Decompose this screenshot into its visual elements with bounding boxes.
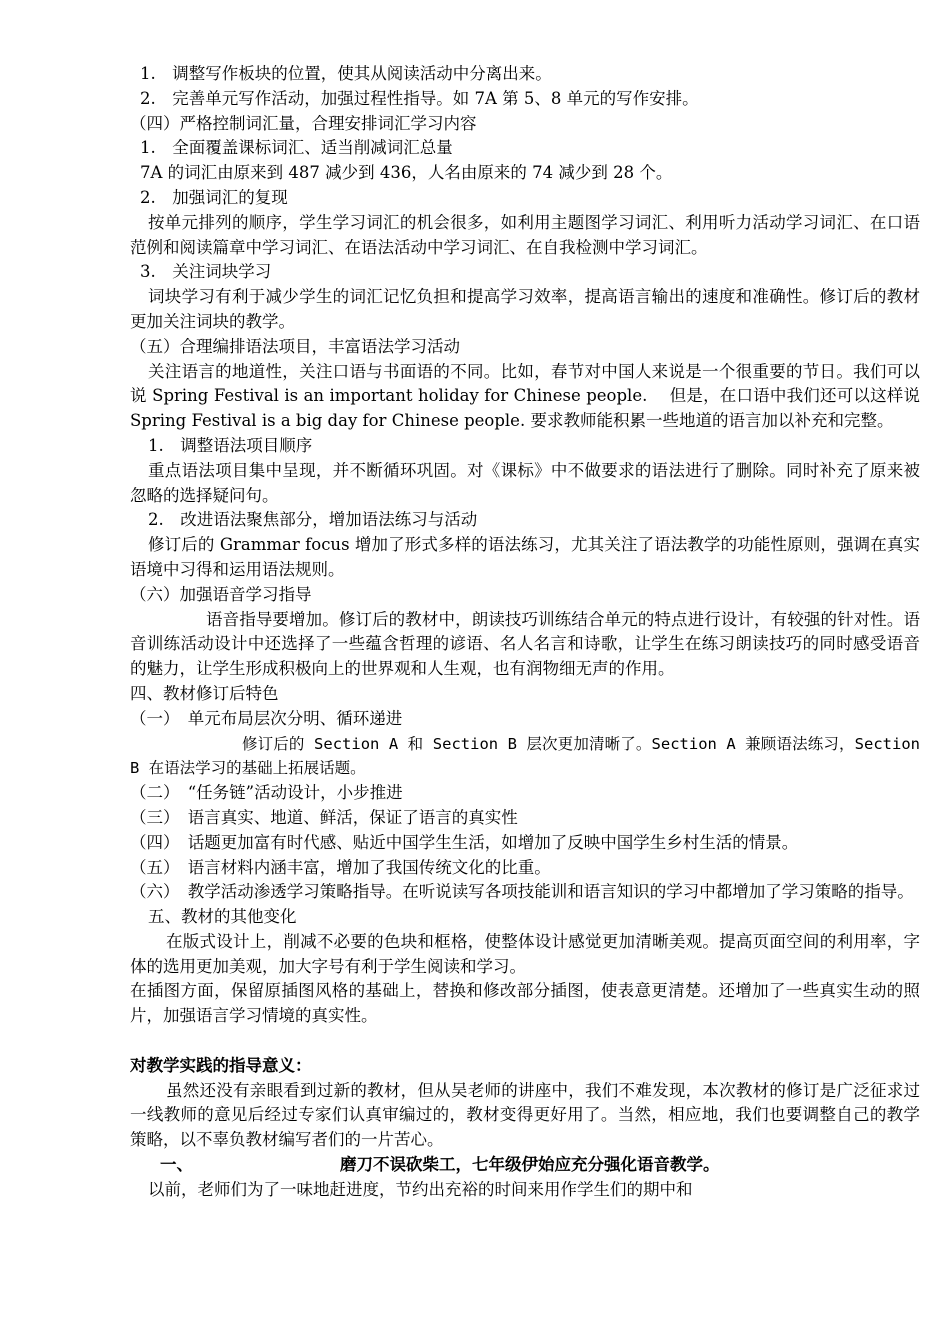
bold-heading: 对教学实践的指导意义： [130, 1055, 312, 1075]
list-item: （三） 语言真实、地道、鲜活，保证了语言的真实性 [130, 807, 518, 827]
paragraph: 以前，老师们为了一味地赶进度，节约出充裕的时间来用作学生们的期中和 [148, 1179, 693, 1199]
chapter-heading: 五、教材的其他变化 [148, 907, 297, 927]
list-item: 1. 调整语法项目顺序 [148, 435, 313, 455]
paragraph: 重点语法项目集中呈现，并不断循环巩固。对《课标》中不做要求的语法进行了删除。同时补充了原来被忽略的选择疑问句。 [130, 460, 920, 505]
list-item: （四） 话题更加富有时代感、贴近中国学生生活，如增加了反映中国学生乡村生活的情景。 [130, 832, 799, 852]
spacer [130, 1029, 920, 1054]
numbered-bold-heading [130, 1153, 920, 1178]
list-item: （六） 教学活动渗透学习策略指导。在听说读写各项技能训和语言知识的学习中都增加了学习策略的指导。 [130, 882, 914, 902]
list-item: 2. 改进语法聚焦部分，增加语法练习与活动 [148, 510, 478, 530]
list-item: （一） 单元布局层次分明、循环递进 [130, 708, 403, 728]
section-heading: （六）加强语音学习指导 [130, 584, 312, 604]
list-item: 1. 全面覆盖课标词汇、适当削减词汇总量 [140, 138, 453, 158]
paragraph: 虽然还没有亲眼看到过新的教材，但从吴老师的讲座中，我们不难发现，本次教材的修订是广泛征求过一线教师的意见后经过专家们认真审编过的，教材变得更好用了。当然，相应地，我们也要调整自己的教学策略，以不辜负教材编写者们的一片苦心。 [130, 1080, 920, 1150]
section-heading: （五）合理编排语法项目，丰富语法学习活动 [130, 336, 460, 356]
list-item: 2. 完善单元写作活动，加强过程性指导。如 7A 第 5、8 单元的写作安排。 [140, 88, 699, 108]
paragraph: 按单元排列的顺序，学生学习词汇的机会很多，如利用主题图学习词汇、利用听力活动学习词汇、在口语范例和阅读篇章中学习词汇、在语法活动中学习词汇、在自我检测中学习词汇。 [130, 212, 920, 257]
paragraph: 关注语言的地道性，关注口语与书面语的不同。比如，春节对中国人来说是一个很重要的节日。我们可以说 Spring Festival is an important holiday for Chinese people. 但是，在口语中我们还可以这样说 Spring Festival is a big day for Chinese people. 要求教师能积累一些地道的语言加以补充和完整。 [130, 361, 920, 431]
list-item: （二） “任务链”活动设计，小步推进 [130, 783, 403, 803]
list-item: 3. 关注词块学习 [140, 262, 272, 282]
heading-number: 一、 [160, 1155, 193, 1175]
list-item: 2. 加强词汇的复现 [140, 187, 288, 207]
heading-text: 磨刀不误砍柴工，七年级伊始应充分强化语音教学。 [340, 1155, 720, 1175]
paragraph: 语音指导要增加。修订后的教材中，朗读技巧训练结合单元的特点进行设计，有较强的针对性。语音训练活动设计中还选择了一些蕴含哲理的谚语、名人名言和诗歌，让学生在练习朗读技巧的同时感受语音的魅力，让学生形成积极向上的世界观和人生观，也有润物细无声的作用。 [130, 609, 920, 679]
paragraph: 在版式设计上，削减不必要的色块和框格，使整体设计感觉更加清晰美观。提高页面空间的利用率，字体的选用更加美观，加大字号有利于学生阅读和学习。 [130, 931, 920, 976]
paragraph: 7A 的词汇由原来到 487 减少到 436，人名由原来的 74 减少到 28 个。 [140, 163, 673, 183]
list-item: 1. 调整写作板块的位置，使其从阅读活动中分离出来。 [140, 64, 552, 83]
paragraph: 词块学习有利于减少学生的词汇记忆负担和提高学习效率，提高语言输出的速度和准确性。修订后的教材更加关注词块的教学。 [130, 287, 920, 331]
paragraph: 修订后的 Grammar focus 增加了形式多样的语法练习，尤其关注了语法教学的功能性原则，强调在真实语境中习得和运用语法规则。 [130, 535, 920, 579]
paragraph: 修订后的 Section A 和 Section B 层次更加清晰了。Section A 兼顾语法练习，Section B 在语法学习的基础上拓展话题。 [130, 734, 920, 778]
paragraph: 在插图方面，保留原插图风格的基础上，替换和修改部分插图，使表意更清楚。还增加了一些真实生动的照片，加强语言学习情境的真实性。 [130, 981, 920, 1026]
list-item: （五） 语言材料内涵丰富，增加了我国传统文化的比重。 [130, 857, 551, 877]
chapter-heading: 四、教材修订后特色 [130, 683, 279, 703]
document-page [130, 62, 920, 1203]
section-heading: （四）严格控制词汇量，合理安排词汇学习内容 [130, 113, 477, 133]
